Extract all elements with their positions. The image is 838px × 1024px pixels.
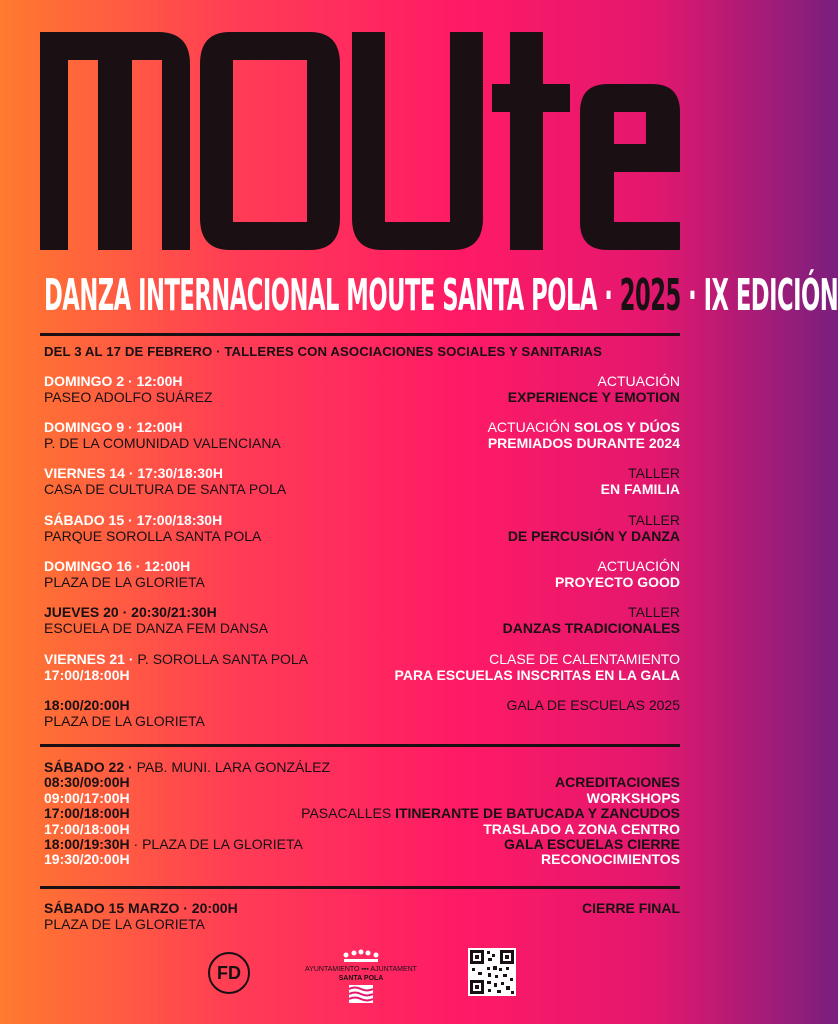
schedule-venue: PAB. MUNI. LARA GONZÁLEZ	[136, 759, 331, 775]
waves-icon	[349, 985, 373, 1003]
schedule-time: 17:00/18:00H	[44, 805, 130, 822]
event-type: ACTUACIÓN	[597, 558, 680, 574]
ayuntamiento-town: SANTA POLA	[338, 975, 384, 982]
schedule-activity: TRASLADO A ZONA CENTRO	[483, 820, 680, 837]
event-place: CASA DE CULTURA DE SANTA POLA	[44, 481, 287, 497]
closing-date: SÁBADO 15 MARZO · 20:00H	[44, 900, 238, 916]
event-type: CLASE DE CALENTAMIENTO	[489, 651, 680, 667]
divider-top	[40, 333, 680, 336]
event-title: PARA ESCUELAS INSCRITAS EN LA GALA	[394, 667, 680, 683]
event-subtitle	[44, 266, 838, 326]
fd-logo: FD	[208, 952, 250, 994]
schedule-day: SÁBADO 22 ·	[44, 759, 137, 775]
divider-bottom	[40, 886, 680, 889]
event-row	[44, 558, 680, 592]
event-date: JUEVES 20 · 20:30/21:30H	[44, 604, 217, 620]
event-title: DANZAS TRADICIONALES	[502, 620, 680, 636]
ayuntamiento-name: AYUNTAMIENTO ▪▪▪ AJUNTAMENT	[305, 966, 417, 973]
moute-logo	[40, 32, 680, 250]
event-place: PLAZA DE LA GLORIETA	[44, 574, 205, 590]
schedule-time: 17:00/18:00H	[44, 820, 130, 837]
event-date: DOMINGO 16 · 12:00H	[44, 558, 191, 574]
event-type: ACTUACIÓN	[597, 373, 680, 389]
schedule-time: 08:30/09:00H	[44, 774, 130, 791]
event-date: DOMINGO 9 · 12:00H	[44, 419, 183, 435]
event-place: PARQUE SOROLLA SANTA POLA	[44, 528, 262, 544]
event-row	[44, 373, 680, 407]
event-date: VIERNES 14 · 17:30/18:30H	[44, 465, 223, 481]
event-type: GALA DE ESCUELAS 2025	[506, 697, 680, 713]
event-date: DOMINGO 2 · 12:00H	[44, 373, 183, 389]
schedule-activity: RECONOCIMIENTOS	[541, 851, 680, 868]
schedule-time: 19:30/20:00H	[44, 851, 130, 868]
schedule-time: 09:00/17:00H	[44, 789, 130, 806]
schedule-activity-prefix: PASACALLES	[301, 805, 396, 822]
event-type: TALLER	[628, 512, 680, 528]
subtitle-edition: · IX EDICIÓN	[680, 270, 838, 321]
event-row	[44, 512, 680, 546]
sponsor-logos	[0, 944, 724, 1004]
event-date: 18:00/20:00H	[44, 697, 130, 713]
event-title: PROYECTO GOOD	[555, 574, 680, 590]
schedule-time: 18:00/19:30H	[44, 835, 130, 852]
event-place: PLAZA DE LA GLORIETA	[44, 713, 205, 729]
event-place: ESCUELA DE DANZA FEM DANSA	[44, 620, 269, 636]
schedule-activity: ITINERANTE DE BATUCADA Y ZANCUDOS	[395, 805, 680, 822]
event-type: ACTUACIÓN	[487, 419, 571, 435]
ayuntamiento-logo	[296, 948, 426, 1004]
qr-code-icon[interactable]	[468, 948, 516, 996]
closing-event	[44, 900, 680, 934]
event-row	[44, 465, 680, 499]
event-title: EXPERIENCE Y EMOTION	[507, 389, 680, 405]
event-row	[44, 604, 680, 638]
schedule-activity: GALA ESCUELAS CIERRE	[503, 835, 680, 852]
event-place: PASEO ADOLFO SUÁREZ	[44, 389, 213, 405]
schedule-activity: ACREDITACIONES	[555, 774, 680, 791]
event-title-inline: SOLOS Y DÚOS	[573, 419, 680, 435]
saturday-schedule	[44, 760, 680, 870]
event-title: PREMIADOS DURANTE 2024	[487, 435, 680, 451]
schedule-activity: WORKSHOPS	[586, 789, 680, 806]
event-date: VIERNES 21 ·	[44, 651, 138, 667]
event-title: EN FAMILIA	[600, 481, 680, 497]
closing-place: PLAZA DE LA GLORIETA	[44, 916, 205, 932]
event-type: TALLER	[628, 604, 680, 620]
event-date-place: P. SOROLLA SANTA POLA	[137, 651, 309, 667]
crown-icon	[341, 948, 381, 964]
event-row	[44, 697, 680, 731]
divider-middle	[40, 744, 680, 747]
closing-title: CIERRE FINAL	[582, 900, 680, 916]
event-place: P. DE LA COMUNIDAD VALENCIANA	[44, 435, 281, 451]
event-row	[44, 419, 680, 453]
intro-text: DEL 3 AL 17 DE FEBRERO · TALLERES CON ASOCIACIONES SOCIALES Y SANITARIAS	[44, 344, 602, 359]
event-title: DE PERCUSIÓN Y DANZA	[507, 528, 680, 544]
event-type: TALLER	[628, 465, 680, 481]
event-date: SÁBADO 15 · 17:00/18:30H	[44, 512, 223, 528]
event-row	[44, 651, 680, 685]
subtitle-year: 2025	[619, 270, 681, 321]
event-time: 17:00/18:00H	[44, 667, 130, 683]
subtitle-text: DANZA INTERNACIONAL MOUTE SANTA POLA ·	[44, 270, 620, 321]
schedule-place: · PLAZA DE LA GLORIETA	[129, 835, 303, 852]
